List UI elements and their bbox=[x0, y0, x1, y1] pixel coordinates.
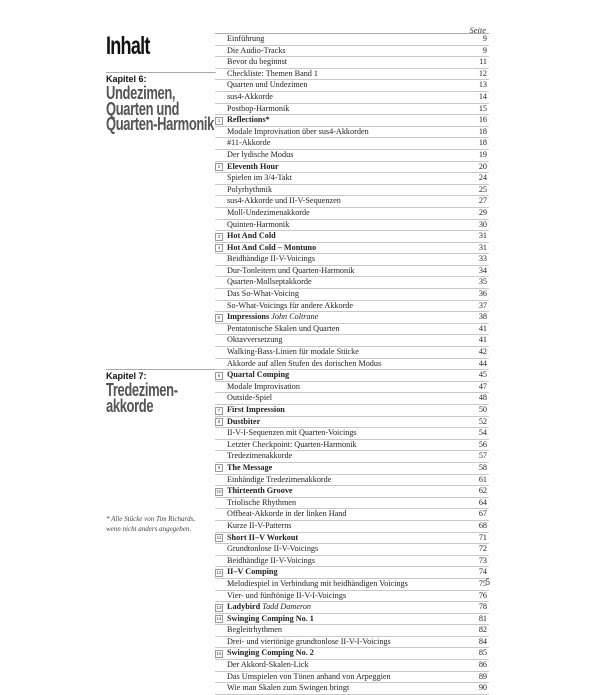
track-number-box: 13 bbox=[216, 604, 222, 610]
toc-entry-text bbox=[227, 475, 331, 486]
toc-entry-title: Tredezimenakkorde bbox=[227, 451, 293, 461]
track-number-box: 6 bbox=[215, 372, 223, 380]
toc-entry-page: 18 bbox=[478, 138, 487, 148]
toc-entry-text bbox=[227, 602, 311, 613]
toc-entry-page: 29 bbox=[478, 207, 487, 217]
toc-entry-page: 31 bbox=[478, 242, 487, 252]
track-number-box: 3 bbox=[215, 233, 223, 241]
toc-entry-title: Grundtonlose II-V-Voicings bbox=[227, 544, 319, 554]
toc-entry bbox=[215, 475, 489, 487]
toc-entry-page: 68 bbox=[478, 520, 487, 530]
toc-entry-page: 57 bbox=[478, 451, 487, 461]
toc-entry-text bbox=[227, 463, 272, 474]
toc-entry-text bbox=[227, 405, 285, 416]
toc-entry-text bbox=[227, 69, 318, 80]
toc-entry-text bbox=[227, 660, 309, 671]
track-number-box: 11 bbox=[216, 535, 222, 541]
toc-entry-page: 33 bbox=[478, 254, 487, 264]
toc-entry-title: Melodiespiel in Verbindung mit beidhändigen Voicings bbox=[227, 578, 408, 588]
toc-entry-title: Vier- und fünftönige II-V-I-Voicings bbox=[227, 590, 347, 600]
toc-entry-title: Pentatonische Skalen und Quarten bbox=[227, 323, 340, 333]
toc-entry-text bbox=[227, 138, 270, 149]
toc-entry-title: sus4-Akkorde und II-V-Sequenzen bbox=[227, 196, 341, 206]
toc-entry bbox=[215, 104, 489, 116]
chapter-7-divider bbox=[106, 369, 216, 370]
toc-entry bbox=[215, 301, 489, 313]
toc-entry-text bbox=[227, 231, 276, 242]
toc-entry-page: 24 bbox=[478, 173, 487, 183]
toc-entry-title: Die Audio-Tracks bbox=[227, 45, 286, 55]
toc-entry bbox=[215, 614, 489, 626]
toc-entry-page: 74 bbox=[478, 567, 487, 577]
toc-entry-text bbox=[227, 173, 292, 184]
toc-entry-title: Oktavversetzung bbox=[227, 335, 283, 345]
toc-entry-text bbox=[227, 556, 315, 567]
toc-entry-title: Short II–V Workout bbox=[227, 532, 299, 542]
toc-entry-text bbox=[227, 672, 391, 683]
toc-entry-page: 45 bbox=[478, 370, 487, 380]
toc-entry-page: 89 bbox=[478, 671, 487, 681]
toc-entry-page: 34 bbox=[478, 265, 487, 275]
toc-entry-title: Reflections* bbox=[227, 115, 270, 125]
toc-entry-page: 54 bbox=[478, 428, 487, 438]
toc-entry-text bbox=[227, 625, 282, 636]
toc-entry-text bbox=[227, 359, 381, 370]
toc-entry bbox=[215, 544, 489, 556]
toc-entry-title: Dustbiter bbox=[227, 416, 261, 426]
toc-entry-title: Kurze II-V-Patterns bbox=[227, 520, 292, 530]
toc-entry-page: 35 bbox=[478, 277, 487, 287]
toc-entry-title: Offbeat-Akkorde in der linken Hand bbox=[227, 509, 347, 519]
toc-entry-page: 75 bbox=[478, 578, 487, 588]
toc-entry bbox=[215, 69, 489, 81]
toc-entry-title: Triolische Rhythmen bbox=[227, 497, 297, 507]
toc-entry-text bbox=[227, 277, 312, 288]
toc-entry-title: Impressions bbox=[227, 312, 270, 322]
toc-entry-text bbox=[227, 614, 314, 625]
toc-entry bbox=[215, 324, 489, 336]
toc-entry-page: 44 bbox=[478, 358, 487, 368]
toc-entry bbox=[215, 405, 489, 417]
toc-entry-page: 73 bbox=[478, 555, 487, 565]
toc-entry-text bbox=[227, 335, 282, 346]
toc-entry-text bbox=[227, 544, 318, 555]
toc-entry-page: 38 bbox=[478, 312, 487, 322]
toc-entry-page: 64 bbox=[478, 497, 487, 507]
toc-entry-text bbox=[227, 428, 357, 439]
toc-entry-page: 15 bbox=[478, 103, 487, 113]
toc-entry bbox=[215, 602, 489, 614]
toc-entry-text bbox=[227, 579, 408, 590]
toc-entry-page: 61 bbox=[478, 474, 487, 484]
chapter-6-label: Kapitel 6: bbox=[106, 74, 147, 84]
toc-entry-page: 9 bbox=[482, 34, 487, 43]
toc-entry-page: 41 bbox=[478, 323, 487, 333]
toc-entry bbox=[215, 625, 489, 637]
toc-entry-page: 85 bbox=[478, 648, 487, 658]
toc-entry-title: Modale Improvisation über sus4-Akkorden bbox=[227, 126, 369, 136]
toc-entry-page: 19 bbox=[478, 149, 487, 159]
toc-entry bbox=[215, 428, 489, 440]
toc-entry-page: 42 bbox=[478, 347, 487, 357]
toc-entry-title: Ladybird bbox=[227, 602, 261, 612]
toc-entry-title: Das So-What-Voicing bbox=[227, 289, 299, 299]
toc-entry bbox=[215, 382, 489, 394]
chapter-7-label: Kapitel 7: bbox=[106, 371, 147, 381]
toc-entry-text bbox=[227, 393, 272, 404]
chapter-6-divider bbox=[106, 72, 216, 73]
toc-entry-text bbox=[227, 104, 289, 115]
toc-entry-title: Postbop-Harmonik bbox=[227, 103, 290, 113]
toc-entry bbox=[215, 138, 489, 150]
toc-entry-page: 84 bbox=[478, 636, 487, 646]
toc-entry-page: 31 bbox=[478, 231, 487, 241]
toc-entry-text bbox=[227, 324, 340, 335]
track-number-box: 10 bbox=[216, 488, 222, 494]
toc-entry-text bbox=[227, 115, 270, 126]
toc-entry-page: 67 bbox=[478, 509, 487, 519]
toc-entry bbox=[215, 335, 489, 347]
toc-entry-title: Modale Improvisation bbox=[227, 381, 300, 391]
chapter-6-title: Undezimen, Quarten und Quarten-Harmonik bbox=[106, 83, 215, 134]
toc-entry bbox=[215, 254, 489, 266]
page-number: 5 bbox=[485, 577, 490, 587]
toc-entry-text bbox=[227, 196, 341, 207]
toc-entry-text bbox=[227, 301, 353, 312]
toc-entry-page: 71 bbox=[478, 532, 487, 542]
toc-entry bbox=[215, 185, 489, 197]
seite-label: Seite bbox=[469, 25, 486, 35]
toc-entry-page: 11 bbox=[479, 57, 487, 67]
toc-entry-page: 76 bbox=[478, 590, 487, 600]
toc-entry bbox=[215, 393, 489, 405]
page-title: Inhalt bbox=[106, 32, 150, 60]
toc-entry-page: 56 bbox=[478, 439, 487, 449]
toc-entry bbox=[215, 591, 489, 603]
toc-entry-text bbox=[227, 208, 310, 219]
toc-entry-title: Der lydische Modus bbox=[227, 149, 294, 159]
toc-entry-text bbox=[227, 266, 355, 277]
toc-entry-text bbox=[227, 80, 307, 91]
toc-entry-page: 41 bbox=[478, 335, 487, 345]
toc-entry-title: Eleventh Hour bbox=[227, 161, 279, 171]
toc-entry-page: 25 bbox=[478, 184, 487, 194]
toc-entry-title: Polyrhythmik bbox=[227, 184, 273, 194]
toc-entry-text bbox=[227, 46, 286, 57]
toc-entry-title: First Impression bbox=[227, 405, 285, 414]
toc-entry-page: 9 bbox=[482, 45, 487, 55]
toc-entry-page: 48 bbox=[478, 393, 487, 403]
toc-entry-title: Beidhändige II-V-Voicings bbox=[227, 555, 316, 565]
toc-entry bbox=[215, 579, 489, 591]
track-number-box: 8 bbox=[215, 418, 223, 426]
toc-entry bbox=[215, 57, 489, 69]
toc-entry bbox=[215, 277, 489, 289]
track-number-box: 1 bbox=[215, 117, 223, 125]
toc-entry-title: Swinging Comping No. 1 bbox=[227, 613, 314, 623]
toc-entry-title: Das Umspielen von Tönen anhand von Arpeggien bbox=[227, 671, 391, 681]
track-number-box: 2 bbox=[215, 163, 223, 171]
toc-entry-page: 82 bbox=[478, 625, 487, 635]
toc-entry-text bbox=[227, 347, 359, 358]
track-number-box: 14 bbox=[216, 616, 222, 622]
toc-entry bbox=[215, 266, 489, 278]
toc-entry-page: 37 bbox=[478, 300, 487, 310]
track-number-box: 4 bbox=[215, 244, 223, 252]
toc-entry-title: Bevor du beginnst bbox=[227, 57, 288, 67]
toc-entry-title: Einführung bbox=[227, 34, 265, 43]
toc-entry-text bbox=[227, 521, 292, 532]
toc-entry-page: 30 bbox=[478, 219, 487, 229]
toc-entry-page: 18 bbox=[478, 126, 487, 136]
toc-entry bbox=[215, 208, 489, 220]
toc-entry-title: #11-Akkorde bbox=[227, 138, 271, 148]
toc-entry-page: 52 bbox=[478, 416, 487, 426]
toc-entry-text bbox=[227, 370, 289, 381]
toc-entry bbox=[215, 196, 489, 208]
toc-entry-title: Beidhändige II-V-Voicings bbox=[227, 254, 316, 264]
toc-entry-page: 16 bbox=[478, 115, 487, 125]
toc-entry bbox=[215, 417, 489, 429]
track-number-box: 15 bbox=[216, 650, 222, 656]
toc-entry bbox=[215, 637, 489, 649]
toc-entry bbox=[215, 451, 489, 463]
toc-entry-page: 86 bbox=[478, 660, 487, 670]
toc-entry-page: 36 bbox=[478, 289, 487, 299]
toc-entry-text bbox=[227, 567, 278, 578]
toc-entry-title: Dur-Tonleitern und Quarten-Harmonik bbox=[227, 265, 355, 275]
toc-entry bbox=[215, 648, 489, 660]
toc-entry-page: 27 bbox=[478, 196, 487, 206]
toc-entry-page: 20 bbox=[478, 161, 487, 171]
toc-entry-page: 13 bbox=[478, 80, 487, 90]
toc-entry bbox=[215, 312, 489, 324]
toc-entry bbox=[215, 243, 489, 255]
toc-entry-text bbox=[227, 243, 316, 254]
toc-entry bbox=[215, 359, 489, 371]
track-number-box: 7 bbox=[215, 407, 223, 415]
toc-entry-title: Outside-Spiel bbox=[227, 393, 273, 403]
toc-entry-title: Checkliste: Themen Band 1 bbox=[227, 68, 319, 78]
toc-entry-title: Akkorde auf allen Stufen des dorischen Modus bbox=[227, 358, 382, 368]
toc-entry bbox=[215, 162, 489, 174]
toc-entry bbox=[215, 34, 489, 46]
toc-entry bbox=[215, 567, 489, 579]
toc-entry-title: The Message bbox=[227, 462, 273, 472]
toc-entry-text bbox=[227, 637, 391, 648]
toc-entry-text bbox=[227, 683, 349, 694]
toc-entry bbox=[215, 92, 489, 104]
toc-entry-page: 72 bbox=[478, 544, 487, 554]
toc-entry-page: 62 bbox=[478, 486, 487, 496]
toc-entry bbox=[215, 660, 489, 672]
toc-entry-title: II–V Comping bbox=[227, 567, 278, 577]
toc-entry-text bbox=[227, 440, 357, 451]
toc-entry-page: 50 bbox=[478, 405, 487, 414]
toc-entry-composer: Tadd Dameron bbox=[262, 602, 312, 612]
toc-entry-page: 58 bbox=[478, 462, 487, 472]
toc-entry bbox=[215, 289, 489, 301]
toc-entry-text bbox=[227, 289, 299, 300]
toc-entry-title: Walking-Bass-Linien für modale Stücke bbox=[227, 347, 359, 357]
toc-entry-page: 90 bbox=[478, 683, 487, 693]
toc-entry bbox=[215, 672, 489, 684]
toc-entry bbox=[215, 521, 489, 533]
toc-entry bbox=[215, 220, 489, 232]
toc-entry bbox=[215, 509, 489, 521]
toc-entry bbox=[215, 486, 489, 498]
toc-entry bbox=[215, 370, 489, 382]
toc-entry-title: Quinten-Harmonik bbox=[227, 219, 290, 229]
toc-entry-composer: John Coltrane bbox=[271, 312, 319, 322]
toc-entry-title: Begleitrhythmen bbox=[227, 625, 283, 635]
toc-entry bbox=[215, 150, 489, 162]
toc-entry-title: Hot And Cold – Montuno bbox=[227, 242, 317, 252]
toc-entry-page: 81 bbox=[478, 613, 487, 623]
toc-entry-text bbox=[227, 127, 369, 138]
toc-entry-title: Spielen im 3/4-Takt bbox=[227, 173, 292, 183]
toc-entry bbox=[215, 683, 489, 695]
toc-entry bbox=[215, 173, 489, 185]
toc-entry-text bbox=[227, 486, 293, 497]
toc-entry-text bbox=[227, 185, 272, 196]
toc-entry bbox=[215, 231, 489, 243]
toc-entry-text bbox=[227, 162, 279, 173]
footnote: * Alle Stücke von Tim Richards, wenn nicht anders angegeben. bbox=[106, 515, 196, 533]
toc-entry-title: Der Akkord-Skalen-Lick bbox=[227, 660, 309, 670]
toc-entry bbox=[215, 46, 489, 58]
toc-entry-page: 12 bbox=[478, 68, 487, 78]
toc-entry-title: sus4-Akkorde bbox=[227, 91, 273, 101]
track-number-box: 5 bbox=[215, 314, 223, 322]
toc-entry-text bbox=[227, 533, 298, 544]
toc-entry-title: Letzter Checkpoint: Quarten-Harmonik bbox=[227, 439, 357, 449]
toc-entry-title: Quarten und Undezimen bbox=[227, 80, 308, 90]
toc-entry-page: 47 bbox=[478, 381, 487, 391]
toc-entry-title: Drei- und viertönige grundtonlose II-V-I-Voicings bbox=[227, 636, 391, 646]
toc-entry-text bbox=[227, 451, 292, 462]
toc-entry-title: Hot And Cold bbox=[227, 231, 276, 241]
toc-entry-title: Einhändige Tredezimenakkorde bbox=[227, 474, 332, 484]
toc-entry-title: Quartal Comping bbox=[227, 370, 290, 380]
toc-entry bbox=[215, 498, 489, 510]
toc-entry bbox=[215, 115, 489, 127]
toc-entry-text bbox=[227, 34, 264, 45]
toc-entry-title: So-What-Voicings für andere Akkorde bbox=[227, 300, 354, 310]
toc-entry bbox=[215, 556, 489, 568]
track-number-box: 12 bbox=[216, 569, 222, 575]
toc-entry-title: Thirteenth Groove bbox=[227, 486, 293, 496]
toc-entry-text bbox=[227, 417, 260, 428]
toc-entry-text bbox=[227, 498, 296, 509]
toc-entry bbox=[215, 80, 489, 92]
toc-entry-text bbox=[227, 509, 346, 520]
toc-entry-text bbox=[227, 150, 293, 161]
toc-entry-title: Quarten-Mollseptakkorde bbox=[227, 277, 312, 287]
toc-entry-text bbox=[227, 57, 287, 68]
toc-entry-page: 78 bbox=[478, 602, 487, 612]
toc-list bbox=[215, 33, 489, 695]
toc-entry-text bbox=[227, 220, 289, 231]
toc-entry bbox=[215, 440, 489, 452]
chapter-7-title: Tredezimen- akkorde bbox=[106, 380, 178, 416]
toc-entry-title: II-V-I-Sequenzen mit Quarten-Voicings bbox=[227, 428, 357, 438]
toc-entry bbox=[215, 463, 489, 475]
toc-entry-text bbox=[227, 648, 314, 659]
track-number-box: 9 bbox=[215, 464, 223, 472]
toc-entry bbox=[215, 347, 489, 359]
toc-entry-title: Swinging Comping No. 2 bbox=[227, 648, 314, 658]
toc-entry-text bbox=[227, 382, 300, 393]
toc-entry-title: Moll-Undezimenakkorde bbox=[227, 207, 310, 217]
toc-entry bbox=[215, 533, 489, 545]
toc-entry bbox=[215, 127, 489, 139]
toc-entry-page: 14 bbox=[478, 91, 487, 101]
toc-entry-title: Wie man Skalen zum Swingen bringt bbox=[227, 683, 350, 693]
toc-entry-text bbox=[227, 312, 318, 323]
toc-entry-text bbox=[227, 254, 315, 265]
toc-entry-text bbox=[227, 92, 273, 103]
